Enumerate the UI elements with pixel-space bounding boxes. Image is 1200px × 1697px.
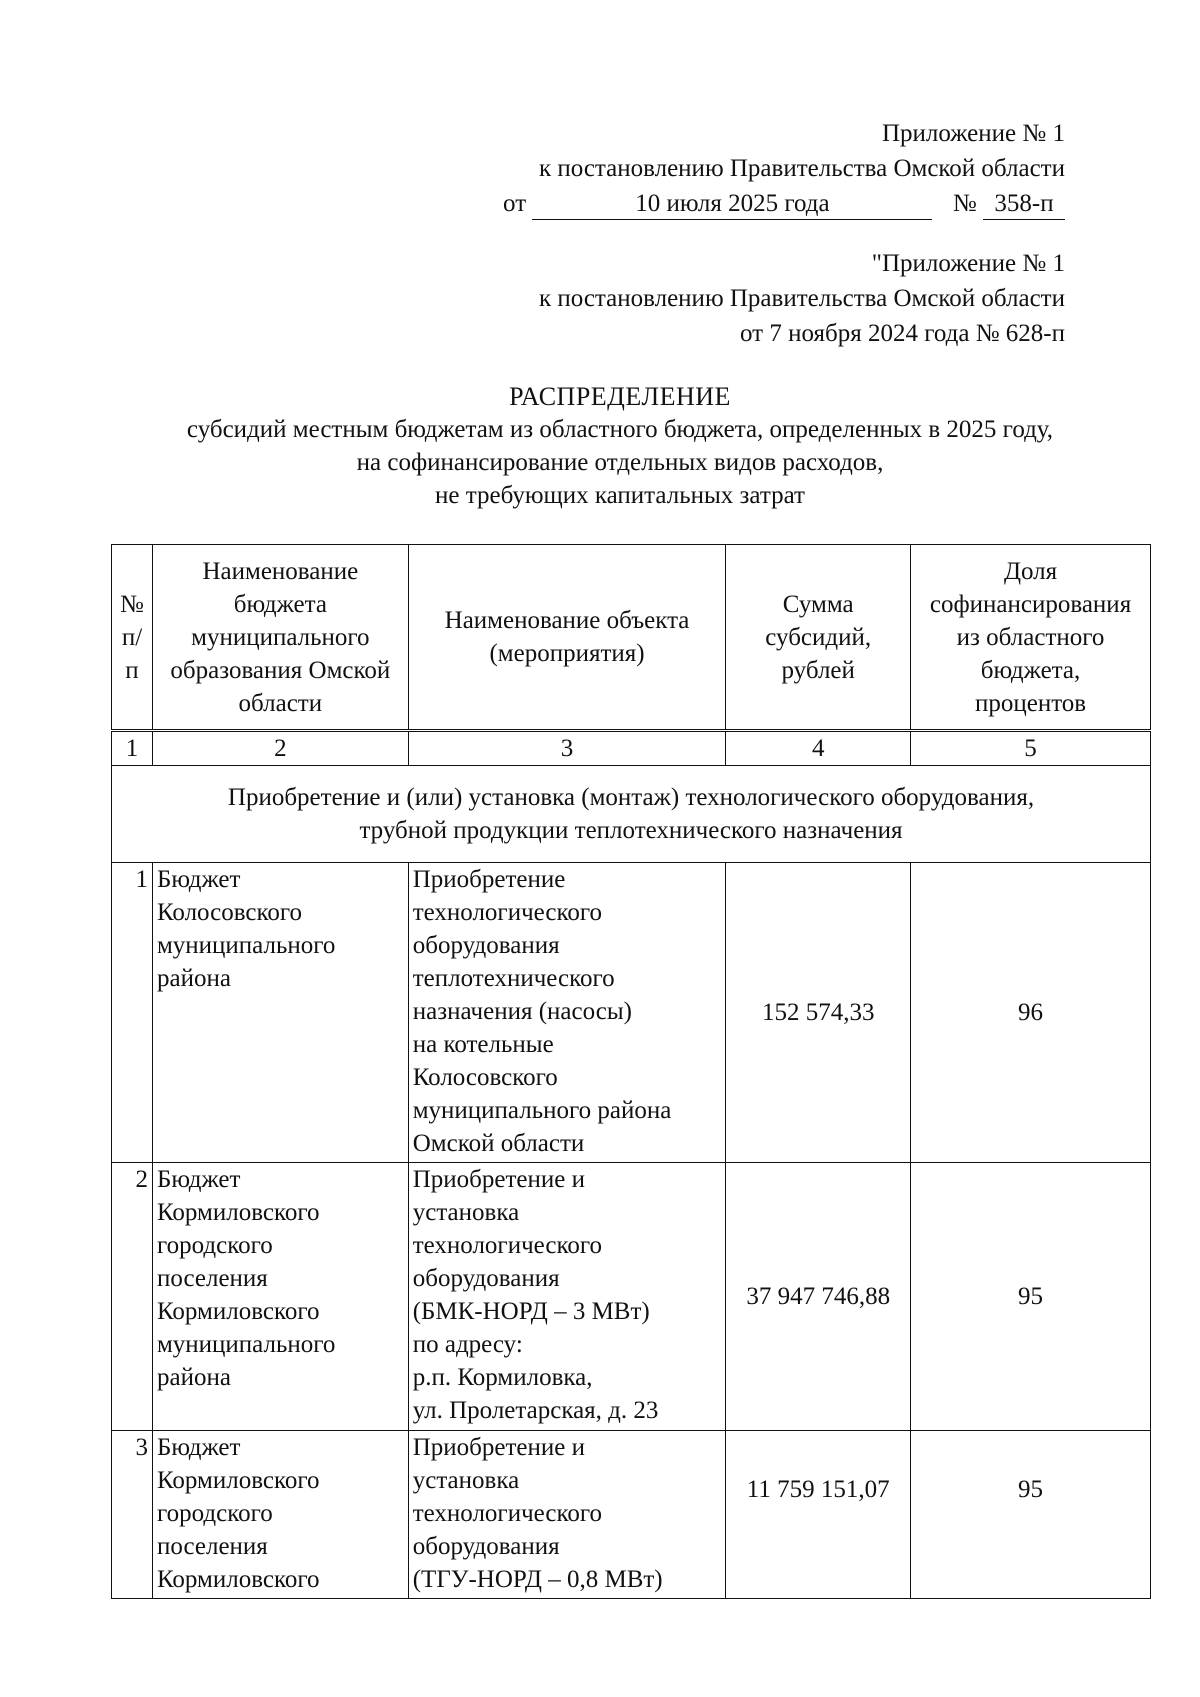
- row-number: 3: [112, 1431, 153, 1599]
- row-object-name: Приобретение и установка технологического оборудования (ТГУ-НОРД – 0,8 МВт): [408, 1431, 726, 1599]
- document-title-block: [90, 380, 1150, 512]
- row-budget-name: Бюджет Кормиловского городского поселения Кормиловского: [152, 1431, 408, 1599]
- table-header-row: [112, 545, 1151, 731]
- column-number: 5: [911, 731, 1151, 766]
- header-object-name: Наименование объекта (мероприятия): [408, 545, 726, 731]
- header-cofinancing-share: Доля софинансирования из областного бюджета, процентов: [911, 545, 1151, 731]
- number-label: №: [952, 190, 977, 217]
- table-row: [112, 1431, 1151, 1599]
- document-subtitle-line-3: не требующих капитальных затрат: [435, 482, 805, 509]
- row-cofinancing-share: 96: [911, 863, 1151, 1163]
- column-number: 2: [152, 731, 408, 766]
- previous-decree-reference: к постановлению Правительства Омской области: [538, 285, 1065, 312]
- row-subsidy-amount: 152 574,33: [726, 863, 911, 1163]
- from-label: от: [503, 190, 527, 217]
- row-budget-name: Бюджет Колосовского муниципального района: [152, 863, 408, 1163]
- row-object-name: Приобретение и установка технологического оборудования (БМК-НОРД – 3 МВт) по адресу: р.п. Кормиловка, ул. Пролетарская, д. 23: [408, 1163, 726, 1431]
- row-budget-name: Бюджет Кормиловского городского поселения Кормиловского муниципального района: [152, 1163, 408, 1431]
- column-number: 3: [408, 731, 726, 766]
- header-number: № п/п: [112, 545, 153, 731]
- row-subsidy-amount: 37 947 746,88: [726, 1163, 911, 1431]
- subsidy-distribution-table: [111, 544, 1151, 1599]
- row-subsidy-amount: 11 759 151,07: [726, 1431, 911, 1599]
- previous-annex-title: "Приложение № 1: [871, 250, 1065, 277]
- header-subsidy-amount: Сумма субсидий, рублей: [726, 545, 911, 731]
- annex-header-previous: [539, 246, 1065, 351]
- column-number: 1: [112, 731, 153, 766]
- previous-decree-date: от 7 ноября 2024 года № 628-п: [740, 320, 1065, 347]
- column-number: 4: [726, 731, 911, 766]
- annex-decree-reference: к постановлению Правительства Омской области: [538, 155, 1065, 182]
- annex-date-number-line: [503, 186, 1065, 221]
- decree-date: 10 июля 2025 года: [532, 189, 932, 220]
- section-title: Приобретение и (или) установка (монтаж) технологического оборудования, трубной продукции теплотехнического назначения: [112, 766, 1151, 863]
- table-row: [112, 1163, 1151, 1431]
- row-number: 2: [112, 1163, 153, 1431]
- row-cofinancing-share: 95: [911, 1431, 1151, 1599]
- annex-title: Приложение № 1: [881, 120, 1065, 147]
- document-subtitle-line-2: на софинансирование отдельных видов расходов,: [356, 449, 884, 476]
- document-subtitle-line-1: субсидий местным бюджетам из областного бюджета, определенных в 2025 году,: [186, 416, 1054, 443]
- decree-number: 358-п: [983, 189, 1065, 220]
- column-number-row: [112, 731, 1151, 766]
- row-object-name: Приобретение технологического оборудования теплотехнического назначения (насосы) на котельные Колосовского муниципального района Омской области: [408, 863, 726, 1163]
- document-heading: РАСПРЕДЕЛЕНИЕ: [509, 382, 731, 411]
- row-cofinancing-share: 95: [911, 1163, 1151, 1431]
- annex-header-new: [503, 116, 1065, 221]
- row-number: 1: [112, 863, 153, 1163]
- section-row: [112, 766, 1151, 863]
- table-row: [112, 863, 1151, 1163]
- header-budget-name: Наименование бюджета муниципального образования Омской области: [152, 545, 408, 731]
